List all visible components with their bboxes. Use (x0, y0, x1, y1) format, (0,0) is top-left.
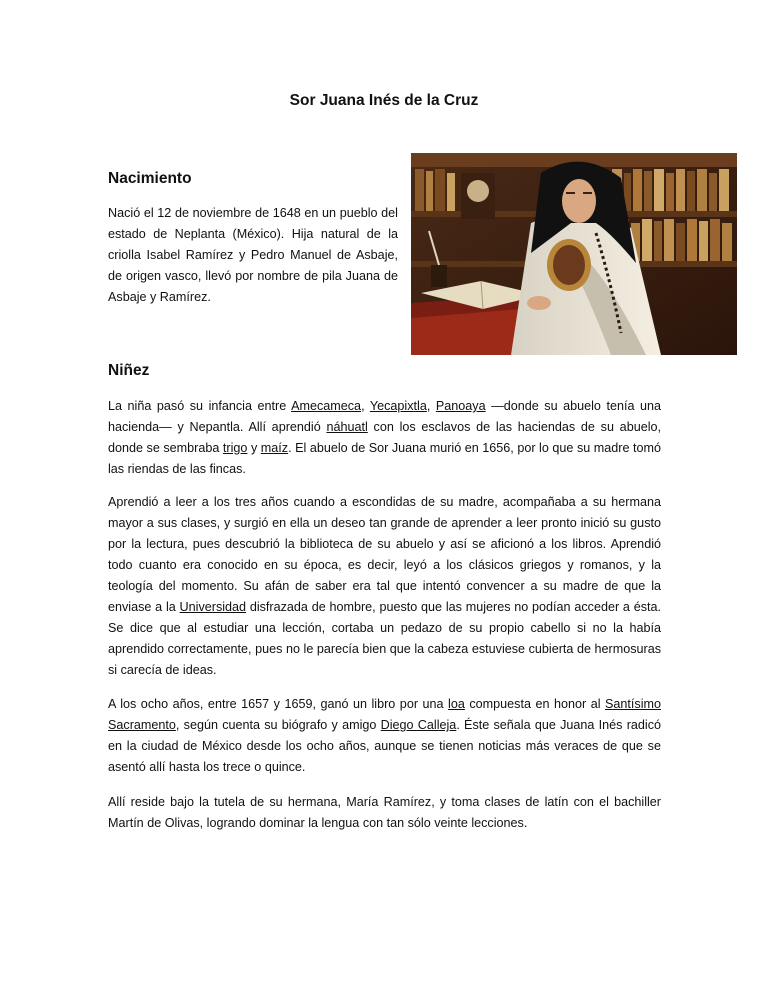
text-run: . Éste señala que Juana Inés radicó en la ciudad de México desde los ocho años, aunque se tienen noticias más veraces de que se asentó allí hasta los trece o quince. (108, 718, 662, 774)
link-amecameca[interactable]: Amecameca (291, 399, 362, 413)
portrait-painting-icon (411, 153, 737, 355)
paragraph-ninez-4: Allí reside bajo la tutela de su hermana, María Ramírez, y toma clases de latín con el bachiller Martín de Olivas, logrando dominar la lengua con tan sólo veinte lecciones. (108, 795, 661, 830)
heading-nacimiento: Nacimiento (108, 170, 192, 187)
link-yecapixtla[interactable]: Yecapixtla (369, 399, 427, 413)
paragraph-ninez-1 (108, 396, 661, 480)
link-trigo[interactable]: trigo (222, 441, 248, 455)
text-run: compuesta en honor al (464, 697, 605, 711)
portrait-image (411, 153, 737, 355)
text-run: con los esclavos de las haciendas de su abuelo, donde se sembraba (108, 420, 662, 455)
text-run: , (426, 399, 436, 413)
link-diego-calleja[interactable]: Diego Calleja (380, 718, 457, 732)
page-title: Sor Juana Inés de la Cruz (289, 92, 479, 109)
heading-ninez: Niñez (108, 362, 150, 379)
text-run: y (247, 441, 261, 455)
text-run: A los ocho años, entre 1657 y 1659, ganó un libro por una (108, 697, 449, 711)
paragraph-ninez-3 (108, 694, 661, 778)
text-run: disfrazada de hombre, puesto que las mujeres no podían acceder a ésta. Se dice que al estudiar una lección, cortaba un pedazo de su propio cabello si no la había aprendido correctamente, pues no le parecía bien que la cabeza estuviese cubierta de hermosuras si carecía de ideas. (108, 600, 661, 677)
link-santisimo-sacramento[interactable]: Santísimo Sacramento (108, 697, 661, 732)
paragraph-ninez-2 (108, 492, 661, 681)
paragraph-nacimiento: Nació el 12 de noviembre de 1648 en un pueblo del estado de Neplanta (México). Hija natural de la criolla Isabel Ramírez y Pedro Manuel de Asbaje, de origen vasco, llevó por nombre de pila Juana de Asbaje y Ramírez. (108, 206, 398, 304)
text-run: Aprendió a leer a los tres años cuando a escondidas de su madre, acompañaba a su hermana mayor a sus clases, y surgió en ella un deseo tan grande de aprender a leer pronto inició su gusto por la lectura, pues descubrió la biblioteca de su abuelo y así se aficionó a los libros. Aprendió todo cuanto era conocido en su época, es decir, leyó a los clásicos griegos y romanos, y la teología del momento. Su afán de saber era tal que intentó convencer a su madre de que la enviase a la (108, 495, 661, 614)
link-maiz[interactable]: maíz (260, 441, 289, 455)
link-universidad[interactable]: Universidad (179, 600, 247, 614)
text-run: , (361, 399, 370, 413)
text-run: La niña pasó su infancia entre (108, 399, 292, 413)
text-run: —donde su abuelo tenía una hacienda— y Nepantla. Allí aprendió (108, 399, 662, 434)
text-run: , según cuenta su biógrafo y amigo (175, 718, 381, 732)
link-loa[interactable]: loa (448, 697, 465, 711)
text-run: . El abuelo de Sor Juana murió en 1656, por lo que su madre tomó las riendas de las fincas. (108, 441, 661, 476)
link-panoaya[interactable]: Panoaya (435, 399, 486, 413)
link-nahuatl[interactable]: náhuatl (326, 420, 368, 434)
